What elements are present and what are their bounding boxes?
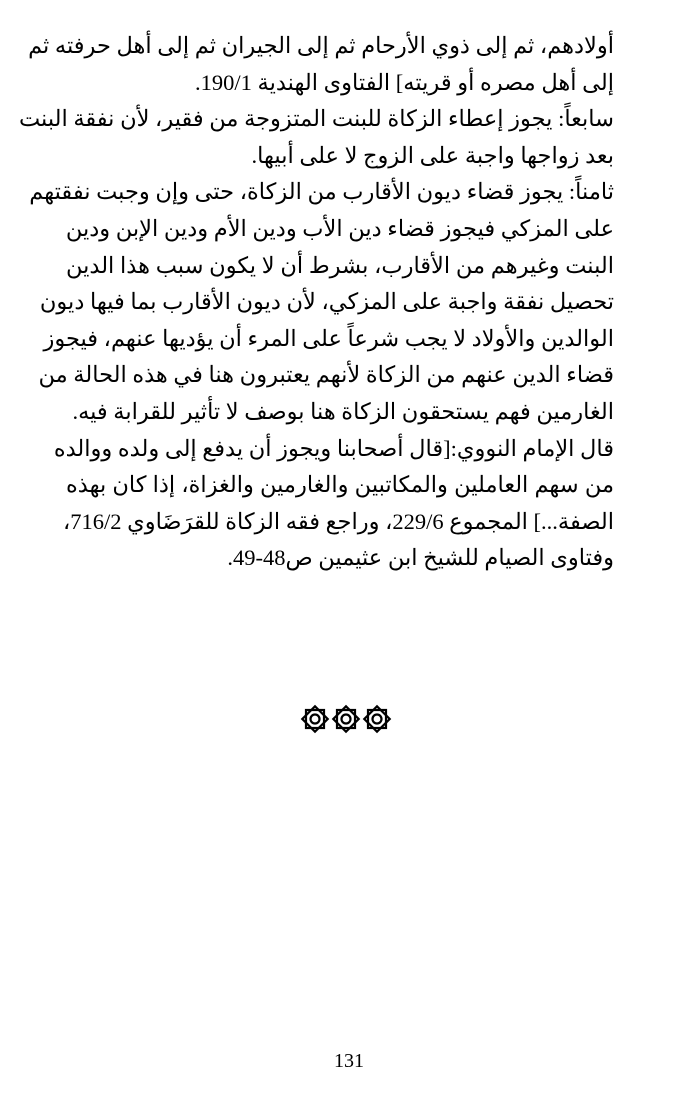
body-text (18, 28, 614, 577)
text-line: قضاء الدين عنهم من الزكاة لأنهم يعتبرون هنا في هذه الحالة من (38, 362, 614, 388)
text-line: تحصيل نفقة واجبة على المزكي، لأن ديون الأقارب بما فيها ديون (39, 289, 614, 315)
text-line: بعد زواجها واجبة على الزوج لا على أبيها. (251, 142, 614, 168)
text-line: إلى أهل مصره أو قريته] الفتاوى الهندية 190/1. (195, 69, 614, 95)
text-line: الوالدين والأولاد لا يجب شرعاً على المرء أن يؤديها عنهم، فيجوز (43, 325, 614, 351)
page-number: 131 (334, 1050, 364, 1072)
text-line: سابعاً: يجوز إعطاء الزكاة للبنت المتزوجة من فقير، لأن نفقة البنت (18, 106, 614, 132)
text-line: أولادهم، ثم إلى ذوي الأرحام ثم إلى الجيران ثم إلى أهل حرفته ثم (28, 33, 614, 58)
paragraph-3 (29, 174, 614, 430)
paragraph-2 (18, 101, 614, 174)
paragraph-1 (28, 28, 614, 101)
text-line: البنت وغيرهم من الأقارب، بشرط أن لا يكون سبب هذا الدين (66, 252, 614, 278)
text-line: على المزكي فيجوز قضاء دين الأب ودين الأم ودين الإبن ودين (65, 215, 614, 241)
text-line: من سهم العاملين والمكاتبين والغارمين والغزاة، إذا كان بهذه (66, 472, 614, 498)
text-line: وفتاوى الصيام للشيخ ابن عثيمين ص48-49. (227, 545, 614, 571)
paragraph-4 (53, 431, 614, 577)
text-line: قال الإمام النووي:[قال أصحابنا ويجوز أن يدفع إلى ولده ووالده (53, 435, 614, 461)
decorative-stars-icon (300, 704, 392, 734)
text-line: ثامناً: يجوز قضاء ديون الأقارب من الزكاة، حتى وإن وجبت نفقتهم (29, 179, 614, 205)
text-line: الغارمين فهم يستحقون الزكاة هنا بوصف لا تأثير للقرابة فيه. (72, 398, 614, 424)
text-line: الصفة...] المجموع 229/6، وراجع فقه الزكاة للقرَضَاوي 716/2، (62, 508, 614, 534)
